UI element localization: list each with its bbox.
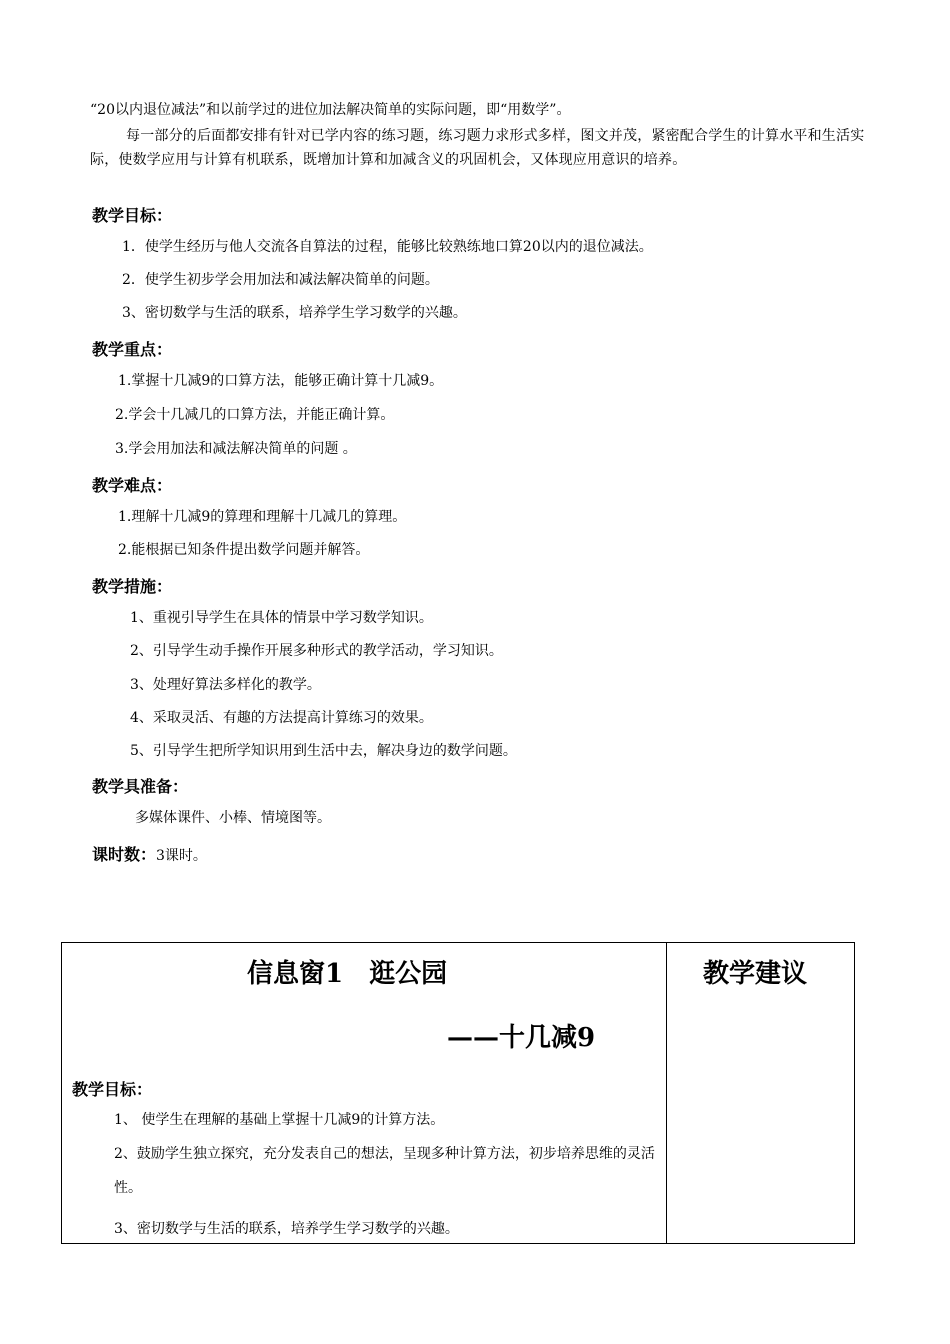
lesson-content-cell	[62, 943, 667, 1244]
lesson-table	[61, 942, 855, 1244]
intro-line: “20以内退位减法”和以前学过的进位加法解决简单的实际问题，即“用数学”。	[90, 102, 571, 118]
teaching-advice-title: 教学建议	[703, 959, 808, 989]
difficulty-item: 2.能根据已知条件提出数学问题并解答。	[118, 542, 370, 558]
measure-item: 2、引导学生动手操作开展多种形式的教学活动，学习知识。	[130, 643, 503, 659]
measures-heading: 教学措施：	[92, 577, 173, 596]
teaching-advice-cell	[667, 943, 855, 1244]
measure-item: 5、引导学生把所学知识用到生活中去，解决身边的数学问题。	[130, 743, 517, 759]
lesson-goal-item: 2、鼓励学生独立探究，充分发表自己的想法，呈现多种计算方法，初步培养思维的灵活性。	[114, 1146, 655, 1196]
key-point-item: 2.学会十几减几的口算方法，并能正确计算。	[115, 407, 395, 423]
difficulty-item: 1.理解十几减9的算理和理解十几减几的算理。	[118, 509, 407, 525]
lesson-goal-item: 3、密切数学与生活的联系，培养学生学习数学的兴趣。	[114, 1221, 459, 1237]
goal-item: 1．使学生经历与他人交流各自算法的过程，能够比较熟练地口算20以内的退位减法。	[122, 239, 653, 255]
intro-paragraph: 每一部分的后面都安排有针对已学内容的练习题，练习题力求形式多样，图文并茂，紧密配合学生的计算水平和生活实际，使数学应用与计算有机联系，既增加计算和加减含义的巩固机会，又体现应用意识的培养。	[90, 128, 865, 168]
lesson-title: 信息窗1 逛公园	[247, 959, 448, 989]
hours-label: 课时数：	[92, 845, 157, 864]
goal-item: 2．使学生初步学会用加法和减法解决简单的问题。	[122, 272, 439, 288]
lesson-goals-heading: 教学目标：	[72, 1080, 153, 1099]
goal-item: 3、密切数学与生活的联系，培养学生学习数学的兴趣。	[122, 305, 467, 321]
difficulties-heading: 教学难点：	[92, 476, 173, 495]
key-point-item: 1.掌握十几减9的口算方法，能够正确计算十几减9。	[118, 373, 444, 389]
measure-item: 1、重视引导学生在具体的情景中学习数学知识。	[130, 610, 433, 626]
lesson-goal-item: 1、 使学生在理解的基础上掌握十几减9的计算方法。	[114, 1112, 445, 1128]
key-points-heading: 教学重点：	[92, 340, 173, 359]
lesson-subtitle: ——十几减9	[447, 1023, 596, 1053]
key-point-item: 3.学会用加法和减法解决简单的问题 。	[115, 441, 357, 457]
tools-text: 多媒体课件、小棒、情境图等。	[135, 810, 331, 826]
hours-line	[92, 842, 207, 866]
measure-item: 4、采取灵活、有趣的方法提高计算练习的效果。	[130, 710, 433, 726]
measure-item: 3、处理好算法多样化的教学。	[130, 677, 321, 693]
hours-value: 3课时。	[156, 848, 207, 864]
tools-heading: 教学具准备：	[92, 777, 189, 796]
goals-heading: 教学目标：	[92, 206, 173, 225]
